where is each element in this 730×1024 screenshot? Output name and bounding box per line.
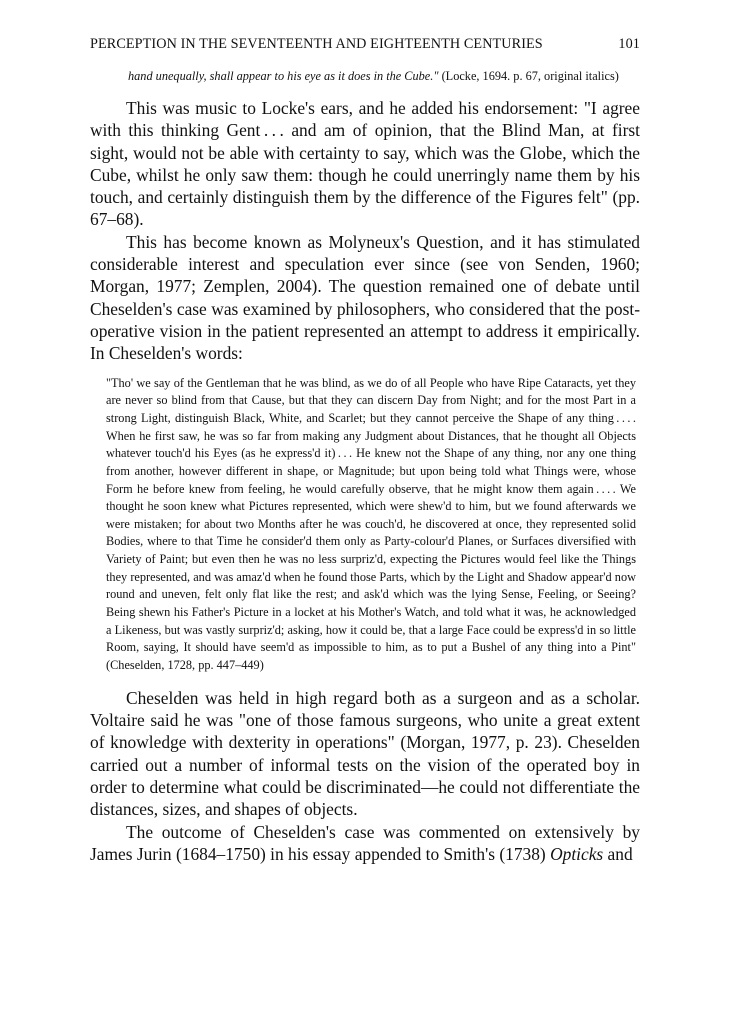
jurin-text: The outcome of Cheselden's case was commented on extensively by James Jurin (1684–1750) in his essay appended to Smith's (1738) [90, 821, 640, 864]
opticks-title: Opticks [550, 843, 604, 864]
top-quote-citation: (Locke, 1694. p. 67, original italics) [438, 69, 619, 83]
paragraph-locke-endorsement: This was music to Locke's ears, and he added his endorsement: "I agree with this thinking Gent . . . and am of opinion, that the Blind Man, at first sight, would not be able with certainty to say, which was the Globe, which the Cube, whilst he only saw them: though he could unerringly name them by his touch, and certainly distinguish them by the difference of the Figures felt" (pp. 67–68). [90, 98, 640, 230]
page-number: 101 [618, 36, 640, 52]
jurin-text-end: and [603, 843, 633, 864]
running-title: PERCEPTION IN THE SEVENTEENTH AND EIGHTEENTH CENTURIES [90, 36, 543, 52]
paragraph-cheselden-regard: Cheselden was held in high regard both as a surgeon and as a scholar. Voltaire said he was "one of those famous surgeons, who unite a great extent of knowledge with dexterity in operations" (Morgan, 1977, p. 23). Cheselden carried out a number of informal tests on the vision of the operated boy in order to determine what could be discriminated—he could not differentiate the distances, sizes, and shapes of objects. [90, 687, 640, 820]
top-quote-italic: hand unequally, shall appear to his eye as it does in the Cube." [128, 69, 439, 83]
paragraph-jurin-commentary [90, 821, 640, 866]
top-quote [128, 67, 640, 85]
running-header [90, 36, 640, 53]
document-page [90, 36, 640, 865]
paragraph-molyneux-question: This has become known as Molyneux's Question, and it has stimulated considerable interest and speculation ever since (see von Senden, 1960; Morgan, 1977; Zemplen, 2004). The question remained one of debate until Cheselden's case was examined by philosophers, who considered that the post-operative vision in the patient represented an attempt to address it empirically. In Cheselden's words: [90, 231, 640, 364]
cheselden-block-quote: "Tho' we say of the Gentleman that he was blind, as we do of all People who have Ripe Cataracts, yet they are never so blind from that Cause, but that they can discern Day from Night; and for the most Part in a strong Light, distinguish Black, White, and Scarlet; but they cannot perceive the Shape of any thing . . . . When he first saw, he was so far from making any Judgment about Distances, that he thought all Objects whatever touch'd his Eyes (as he express'd it) . . . He knew not the Shape of any thing, nor any one thing from another, however different in shape, or Magnitude; but upon being told what Things were, whose Form he before knew from feeling, he would carefully observe, that he might know them again . . . . We thought he soon knew what Pictures represented, which were shew'd to him, but we found afterwards we were mistaken; for about two Months after he was couch'd, he discovered at once, they represented solid Bodies, where to that Time he consider'd them only as Party-colour'd Planes, or Surfaces diversified with Variety of Paint; but even then he was no less surpriz'd, expecting the Pictures would feel like the Things they represented, and was amaz'd when he found those Parts, which by the Light and Shadow appear'd now round and uneven, felt only flat like the rest; and ask'd which was the lying Sense, Feeling, or Seeing? Being shewn his Father's Picture in a locket at his Mother's Watch, and told what it was, he acknowledged a Likeness, but was vastly surpriz'd; asking, how it could be, that a large Face could be express'd in so little Room, saying, It should have seem'd as impossible to him, as to put a Bushel of any thing into a Pint" (Cheselden, 1728, pp. 447–449) [106, 375, 636, 673]
